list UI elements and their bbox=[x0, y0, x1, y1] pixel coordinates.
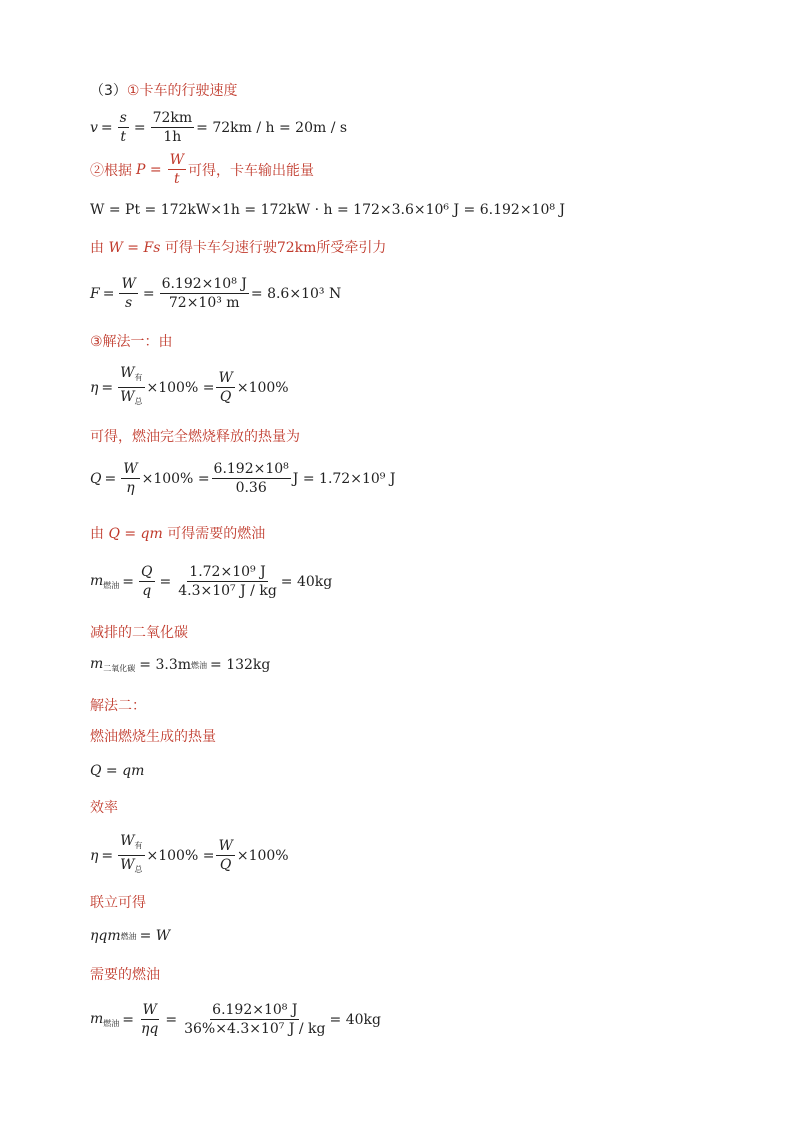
frac-num: W bbox=[123, 461, 138, 477]
frac-num: 6.192×10⁸ bbox=[213, 461, 289, 477]
frac-den: Q bbox=[219, 389, 232, 405]
fraction bbox=[216, 370, 234, 405]
co2-result: = 132kg bbox=[210, 657, 271, 673]
speed-equation: v = $\frac{s}{t}$ = $\frac{72km}{1h}$ = 72km / h = 20m / s bbox=[90, 110, 348, 145]
frac-num: 1.72×10⁹ J bbox=[189, 564, 266, 580]
heat-mid: ×100% = bbox=[141, 470, 210, 487]
eta-symbol: η bbox=[90, 379, 99, 396]
fuel2-intro: 需要的燃油 bbox=[90, 967, 160, 983]
method2-heading: 解法二： bbox=[90, 698, 146, 714]
co2-sub: 二氧化碳 bbox=[103, 664, 136, 673]
heat-intro: 可得，燃油完全燃烧释放的热量为 bbox=[90, 429, 300, 445]
total-sub: 总 bbox=[134, 865, 143, 874]
item2-heading-b: 可得，卡车输出能量 bbox=[188, 162, 314, 179]
fraction bbox=[160, 276, 249, 311]
force-intro-a: 由 bbox=[90, 240, 104, 256]
frac-den: s bbox=[125, 295, 133, 311]
fraction bbox=[118, 365, 144, 410]
mass-symbol: m bbox=[90, 656, 104, 672]
useful-sub: 有 bbox=[134, 373, 143, 382]
item1-heading: ①卡车的行驶速度 bbox=[126, 83, 238, 99]
fuel-result: = 40kg bbox=[280, 573, 333, 590]
fraction bbox=[139, 564, 154, 599]
frac-num: W bbox=[142, 1002, 157, 1018]
frac-den: 72×10³ m bbox=[168, 295, 240, 311]
eff-rhs: ×100% bbox=[236, 847, 289, 864]
frac-num: W bbox=[169, 152, 184, 168]
section-label: （3） bbox=[90, 83, 127, 99]
frac-den: ηq bbox=[141, 1021, 159, 1037]
fuel2-result: = 40kg bbox=[329, 1011, 381, 1028]
frac-den: 4.3×10⁷ J / kg bbox=[178, 583, 277, 599]
eff-mid: ×100% = bbox=[146, 379, 215, 396]
frac-den: q bbox=[142, 583, 152, 599]
force-intro-b: 可得卡车匀速行驶 bbox=[164, 240, 277, 256]
fuel-sub: 燃油 bbox=[103, 580, 120, 590]
fuel-sub: 燃油 bbox=[191, 660, 208, 670]
fuel-intro-a: 由 bbox=[90, 526, 104, 542]
item1-heading-row bbox=[90, 82, 237, 100]
fuel-intro-formula: Q = qm bbox=[108, 526, 163, 542]
eff-mid: ×100% = bbox=[146, 847, 215, 864]
fraction bbox=[182, 1002, 327, 1037]
speed-result: = 72km / h = 20m / s bbox=[196, 119, 348, 136]
fraction bbox=[216, 838, 234, 873]
efficiency-equation-1: η = $\frac{W_有}{W_总}$ ×100% = $\frac{W}{Q}$ ×100% bbox=[90, 365, 289, 410]
work-equation: W = Pt = 172kW×1h = 172kW · h = 172×3.6×10⁶ J = 6.192×10⁸ J bbox=[90, 202, 566, 218]
frac-num: 6.192×10⁸ J bbox=[161, 276, 247, 292]
heat-symbol: Q bbox=[90, 470, 102, 487]
fraction bbox=[119, 276, 137, 311]
frac-num: Q bbox=[141, 564, 153, 580]
combine-intro: 联立可得 bbox=[90, 895, 146, 911]
fraction bbox=[176, 564, 279, 599]
fuel-equation-2: $m_{燃油}$ = $\frac{W}{\eta q}$ = $\frac{\text{6.192×10⁸ J}}{\text{36\%×4.3×10⁷ J / kg}}$ = 40kg bbox=[90, 1002, 381, 1037]
efficiency-equation-2: η = $\frac{W_有}{W_总}$ ×100% = $\frac{W}{Q}$ ×100% bbox=[90, 833, 289, 878]
heat-equation: Q = $\frac{W}{\eta}$ ×100% = $\frac{\text{6.192×10⁸}}{0.36}$ J = 1.72×10⁹ J bbox=[90, 461, 396, 496]
frac-den: W bbox=[120, 389, 135, 405]
fraction bbox=[118, 110, 129, 145]
eta-symbol: η bbox=[90, 847, 99, 864]
combine-lhs: ηqm bbox=[90, 928, 121, 944]
eff-rhs: ×100% bbox=[236, 379, 289, 396]
force-intro-formula: W = Fs bbox=[108, 240, 161, 256]
fraction bbox=[118, 833, 144, 878]
fraction bbox=[212, 461, 291, 496]
heat-gen-intro: 燃油燃烧生成的热量 bbox=[90, 729, 216, 745]
fraction bbox=[139, 1002, 160, 1037]
mass-symbol: m bbox=[90, 1010, 104, 1027]
force-intro-distance: 72km bbox=[276, 240, 317, 256]
frac-den: η bbox=[126, 480, 135, 496]
eff-intro: 效率 bbox=[90, 800, 118, 816]
frac-num: W bbox=[218, 370, 233, 386]
frac-den: 1h bbox=[163, 129, 182, 145]
mass-symbol: m bbox=[90, 572, 104, 589]
fuel-intro bbox=[90, 525, 265, 543]
fraction bbox=[121, 461, 139, 496]
item2-heading-a: ②根据 bbox=[90, 162, 132, 179]
force-result: = 8.6×10³ N bbox=[250, 285, 342, 302]
co2-equation bbox=[90, 656, 270, 674]
frac-num: W bbox=[121, 276, 136, 292]
force-intro bbox=[90, 239, 386, 257]
heat-result: J = 1.72×10⁹ J bbox=[292, 470, 396, 487]
frac-den: 36%×4.3×10⁷ J / kg bbox=[184, 1021, 326, 1037]
frac-num: 6.192×10⁸ J bbox=[212, 1002, 298, 1018]
force-symbol: F bbox=[90, 285, 100, 302]
total-sub: 总 bbox=[134, 397, 143, 406]
heat-gen-formula: Q = qm bbox=[90, 763, 145, 779]
frac-den: W bbox=[120, 857, 135, 873]
power-symbol: P = bbox=[136, 161, 162, 178]
speed-symbol: v bbox=[90, 119, 98, 136]
fraction bbox=[151, 110, 195, 145]
combine-rhs: = W bbox=[139, 928, 171, 944]
force-equation: F = $\frac{W}{s}$ = $\frac{\text{6.192×10⁸ J}}{\text{72×10³ m}}$ = 8.6×10³ N bbox=[90, 276, 342, 311]
item2-heading-row bbox=[90, 152, 314, 187]
frac-den: Q bbox=[219, 857, 232, 873]
frac-den: 0.36 bbox=[235, 480, 267, 496]
fuel-equation: $m_{燃油}$ = $\frac{Q}{q}$ = $\frac{\text{1.72×10⁹ J}}{\text{4.3×10⁷ J / kg}}$ = 40kg bbox=[90, 564, 333, 599]
heat-gen-equation bbox=[90, 763, 144, 779]
co2-mid: = 3.3m bbox=[139, 657, 192, 673]
frac-num: W bbox=[120, 365, 135, 381]
fuel-sub: 燃油 bbox=[120, 931, 137, 941]
fuel-intro-b: 可得需要的燃油 bbox=[167, 526, 266, 542]
frac-num: 72km bbox=[152, 110, 193, 126]
frac-num: s bbox=[119, 110, 127, 126]
combine-equation bbox=[90, 928, 170, 944]
frac-den: t bbox=[173, 171, 180, 187]
frac-num: W bbox=[218, 838, 233, 854]
frac-num: W bbox=[120, 833, 135, 849]
frac-den: t bbox=[120, 129, 127, 145]
fraction bbox=[168, 152, 186, 187]
fuel-sub: 燃油 bbox=[103, 1018, 120, 1028]
co2-intro: 减排的二氧化碳 bbox=[90, 625, 188, 641]
useful-sub: 有 bbox=[134, 841, 143, 850]
item3-heading: ③解法一：由 bbox=[90, 334, 173, 350]
force-intro-c: 所受牵引力 bbox=[316, 240, 387, 256]
